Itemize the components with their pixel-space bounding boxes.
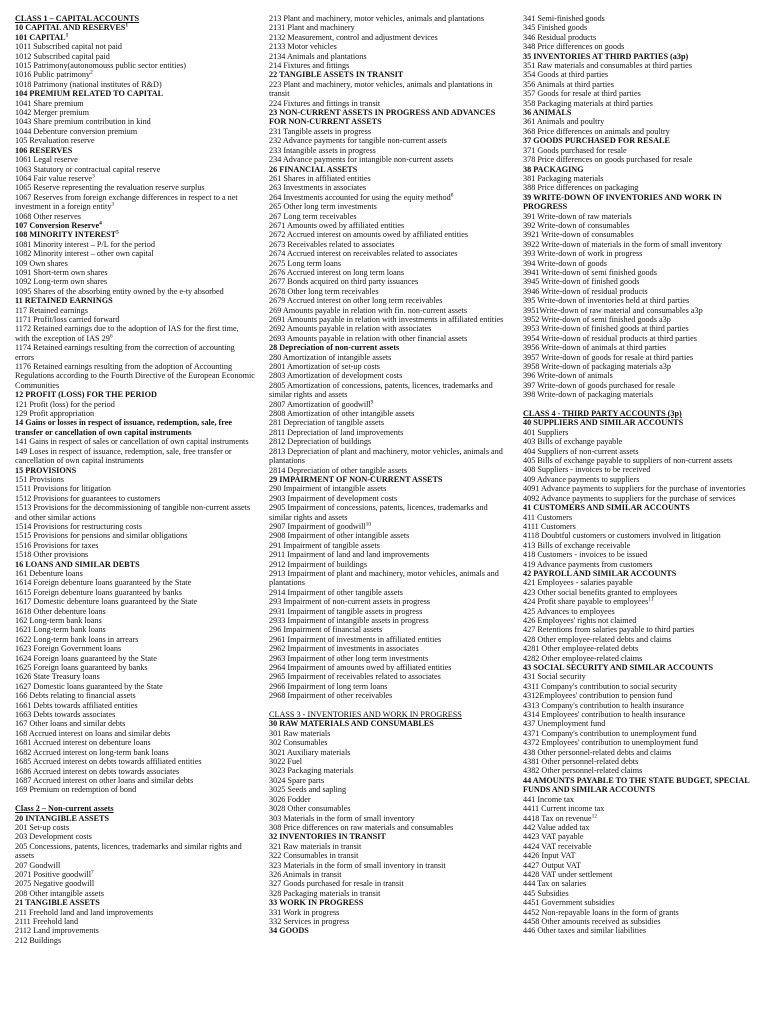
account-heading: 37 GOODS PURCHASED FOR RESALE (523, 136, 670, 146)
account-line: 398 Write-down of packaging materials (523, 390, 654, 400)
account-heading: 29 IMPAIRMENT OF NON-CURRENT ASSETS (269, 474, 443, 484)
account-line: 4281 Other employee-related debts (523, 644, 639, 654)
account-heading: 38 PACKAGING (523, 164, 584, 174)
account-line: 1068 Other reserves (15, 211, 81, 221)
account-line: 3922 Write-down of materials in the form of small inventory (523, 239, 722, 249)
account-line: 391 Write-down of raw materials (523, 211, 632, 221)
account-line: 2672 Accrued interest on amounts owed by affiliated entities (269, 230, 469, 240)
footnote-marker: 11 (648, 596, 654, 603)
account-line: 393 Write-down of work in progress (523, 249, 643, 259)
account-line: 2933 Impairment of intangible assets in progress (269, 616, 429, 625)
spacer (269, 701, 509, 710)
account-heading: 14 Gains or losses in respect of issuance, redemption, sale, free transfer or cancellation of own capital instruments (15, 418, 233, 437)
account-line: 405 Bills of exchange payable to suppliers of non-current assets (523, 456, 733, 466)
account-line: 2677 Bonds acquired on third party issuances (269, 277, 419, 287)
account-line: 1015 Patrimony(autonomouss public sector entities) (15, 61, 187, 71)
account-line: 3958 Write-down of packaging materials a3p (523, 362, 671, 372)
account-line: 4452 Non-repayable loans in the form of grants (523, 907, 679, 917)
account-line: 151 Provisions (15, 474, 64, 484)
account-line: 1518 Other provisions (15, 550, 89, 560)
account-heading: 42 PAYROLL AND SIMILAR ACCOUNTS (523, 568, 677, 578)
account-line: 4411 Current income tax (523, 804, 605, 814)
account-line: 445 Subsidies (523, 888, 569, 898)
account-line: 2903 Impairment of development costs (269, 493, 398, 503)
account-heading: 26 FINANCIAL ASSETS (269, 164, 358, 174)
account-line: 3952 Write-down of semi finished goods a3p (523, 315, 671, 324)
account-line: 1681 Accrued interest on debenture loans (15, 738, 151, 748)
account-heading: CLASS 1 – CAPITAL ACCOUNTS (15, 14, 140, 23)
account-line: 419 Advance payments from customers (523, 559, 653, 569)
account-line: 2134 Animals and plantations (269, 51, 367, 61)
account-line: 4092 Advance payments to suppliers for the purchase of services (523, 493, 736, 503)
account-line: 345 Finished goods (523, 23, 588, 33)
account-heading: 40 SUPPLIERS AND SIMILAR ACCOUNTS (523, 418, 684, 428)
account-line: 3946 Write-down of residual products (523, 286, 648, 296)
account-line: 121 Profit (loss) for the period (15, 399, 115, 409)
account-line: 2111 Freehold land (15, 916, 79, 926)
account-line: 4118 Doubtful customers or customers involved in litigation (523, 531, 721, 541)
account-line: 427 Retentions from salaries payable to third parties (523, 625, 695, 635)
account-line: 418 Customers - invoices to be issued (523, 550, 648, 560)
account-line: 296 Impairment of financial assets (269, 625, 383, 635)
account-line: 3941 Write-down of semi finished goods (523, 267, 657, 277)
account-line: 395 Write-down of inventories held at third parties (523, 296, 690, 306)
account-line: 1621 Long-term bank loans (15, 625, 106, 635)
spacer (15, 795, 255, 804)
column-1 (15, 14, 255, 945)
account-line: 2914 Impairment of other tangible assets (269, 587, 403, 597)
account-line: 2911 Impairment of land and land improvements (269, 550, 430, 560)
account-line: 1623 Foreign Government loans (15, 644, 122, 654)
account-line: 161 Debenture loans (15, 568, 83, 578)
account-line: 2133 Motor vehicles (269, 42, 337, 52)
account-line: 3953 Write-down of finished goods at third parties (523, 324, 689, 334)
account-line: 269 Amounts payable in relation with fin. non-current assets (269, 305, 468, 315)
account-line: 2678 Other long term receivables (269, 286, 379, 296)
account-heading: CLASS 3 - INVENTORIES AND WORK IN PROGRESS (269, 710, 462, 720)
account-line: 4382 Other personnel-related claims (523, 766, 643, 776)
account-line: 1176 Retained earnings resulting from the adoption of Accounting Regulations according to the Fourth Directive of the European Economic Communities (15, 362, 255, 390)
account-heading: CLASS 4 - THIRD PARTY ACCOUNTS (3p) (523, 409, 682, 419)
account-line: 425 Advances to employees (523, 606, 615, 616)
account-heading: 101 CAPITAL$^1$ (15, 32, 69, 42)
account-line: 424 Profit share payable to employees$^{11}$ (523, 596, 654, 607)
account-line: 3022 Fuel (269, 757, 302, 767)
footnote-marker: 1 (125, 22, 129, 29)
account-line: 1514 Provisions for restructuring costs (15, 521, 142, 531)
account-line: 1044 Debenture conversion premium (15, 126, 138, 136)
account-line: 205 Concessions, patents, licences, trademarks and similar rights and assets (15, 841, 242, 861)
account-line: 2132 Measurement, control and adjustment devices (269, 32, 438, 42)
account-line: 1067 Reserves from foreign exchange differences in respect to a net investment in a foreign entity$^3$ (15, 192, 238, 212)
account-line: 348 Price differences on goods (523, 42, 625, 52)
account-line: 4111 Customers (523, 521, 576, 531)
account-line: 1016 Public patrimony$^2$ (15, 69, 93, 80)
account-line: 4311 Company's contribution to social security (523, 681, 678, 691)
account-line: 4312Employees' contribution to pension fund (523, 691, 673, 701)
account-line: 141 Gains in respect of sales or cancellation of own capital instruments (15, 437, 249, 447)
account-line: 303 Materials in the form of small inventory (269, 813, 415, 823)
account-line: 280 Amortization of intangible assets (269, 352, 392, 362)
account-line: 368 Price differences on animals and poultry (523, 126, 670, 136)
account-line: 4314 Employees' contribution to health insurance (523, 710, 686, 720)
account-line: 224 Fixtures and fittings in transit (269, 98, 381, 108)
account-line: 428 Other employee-related debts and claims (523, 634, 672, 644)
account-heading: 16 LOANS AND SIMILAR DEBTS (15, 559, 140, 569)
account-line: 356 Animals at third parties (523, 79, 614, 89)
account-line: 1615 Foreign debenture loans guaranteed by banks (15, 587, 182, 597)
account-line: 1065 Reserve representing the revaluation reserve surplus (15, 183, 205, 193)
account-line: 2961 Impairment of investments in affiliated entities (269, 634, 442, 644)
account-line: 2965 Impairment of receivables related to associates (269, 672, 441, 682)
account-line: 207 Goodwill (15, 860, 61, 870)
account-line: 1043 Share premium contribution in kind (15, 117, 151, 127)
account-line: 1624 Foreign loans guaranteed by the State (15, 653, 157, 663)
account-line: 351 Raw materials and consumables at third parties (523, 61, 692, 71)
account-heading: 41 CUSTOMERS AND SIMILAR ACCOUNTS (523, 503, 690, 513)
account-line: 2811 Depreciation of land improvements (269, 427, 404, 437)
account-line: 3954 Write-down of residual products at third parties (523, 333, 697, 343)
account-line: 4458 Other amounts received as subsidies (523, 916, 661, 926)
footnote-marker: 9 (370, 398, 374, 405)
account-line: 401 Suppliers (523, 427, 569, 437)
account-line: 231 Tangible assets in progress (269, 126, 372, 136)
account-line: 421 Employees - salaries payable (523, 578, 633, 588)
account-heading: 22 TANGIBLE ASSETS IN TRANSIT (269, 70, 404, 80)
account-line: 117 Retained earnings (15, 305, 88, 315)
account-line: 381 Packaging materials (523, 173, 604, 183)
account-line: 4381 Other personnel-related debts (523, 757, 639, 767)
account-line: 4418 Tax on revenue$^{12}$ (523, 812, 598, 823)
account-line: 169 Premium on redemption of bond (15, 785, 137, 795)
account-line: 4313 Company's contribution to health insurance (523, 700, 684, 710)
footnote-marker: 1 (65, 32, 69, 39)
account-line: 3023 Packaging materials (269, 766, 354, 776)
account-line: 281 Depreciation of tangible assets (269, 418, 385, 428)
account-line: 2673 Receivables related to associates (269, 239, 395, 249)
account-heading: 21 TANGIBLE ASSETS (15, 898, 100, 908)
account-line: 1171 Profit/loss carried forward (15, 315, 120, 324)
account-heading: 20 INTANGIBLE ASSETS (15, 813, 110, 823)
account-line: 2963 Impairment of other long term investments (269, 653, 429, 663)
account-line: 1515 Provisions for pensions and similar obligations (15, 531, 188, 541)
account-line: 357 Goods for resale at third parties (523, 89, 641, 99)
account-line: 361 Animals and poultry (523, 117, 605, 127)
account-line: 446 Other taxes and similar liabilities (523, 926, 647, 936)
account-line: 411 Customers (523, 512, 573, 522)
account-line: 413 Bills of exchange receivable (523, 540, 631, 550)
account-line: 261 Shares in affiliated entities (269, 173, 371, 183)
account-line: 4371 Company's contribution to unemployment fund (523, 728, 697, 738)
account-line: 358 Packaging materials at third parties (523, 98, 653, 108)
account-line: 2812 Depreciation of buildings (269, 437, 372, 447)
footnote-marker: 4 (99, 220, 102, 227)
account-line: 331 Work in progress (269, 907, 340, 917)
account-line: 438 Other personnel-related debts and claims (523, 747, 672, 757)
account-line: 394 Write-down of goods (523, 258, 607, 268)
account-line: 2679 Accrued interest on other long term receivables (269, 296, 443, 306)
footnote-marker: 7 (90, 869, 94, 876)
account-line: 2813 Depreciation of plant and machinery, motor vehicles, animals and plantations (269, 446, 503, 466)
account-line: 396 Write-down of animals (523, 371, 613, 381)
account-line: 409 Advance payments to suppliers (523, 474, 640, 484)
account-line: 322 Consumables in transit (269, 851, 359, 861)
account-line: 208 Other intangible assets (15, 888, 104, 898)
account-line: 1081 Minority interest – P/L for the period (15, 239, 155, 249)
account-line: 264 Investments accounted for using the equity method$^8$ (269, 191, 454, 202)
account-line: 105 Revaluation reserve (15, 136, 95, 146)
account-line: 2112 Land improvements (15, 926, 99, 936)
account-line: 291 Impairment of tangible assets (269, 540, 380, 550)
account-line: 301 Raw materials (269, 728, 331, 738)
account-line: 397 Write-down of goods purchased for resale (523, 380, 675, 390)
account-line: 1625 Foreign loans guaranteed by banks (15, 663, 148, 673)
footnote-marker: 5 (116, 229, 119, 236)
account-line: 1513 Provisions for the decommissioning of tangible non-current assets and other similar actions (15, 503, 251, 522)
account-line: 1174 Retained earnings resulting from the correction of accounting errors (15, 343, 235, 362)
account-line: 212 Buildings (15, 935, 62, 945)
account-line: 341 Semi-finished goods (523, 14, 605, 23)
account-line: 1018 Patrimony (national institutes of R&D) (15, 79, 162, 89)
account-heading: 104 PREMIUM RELATED TO CAPITAL (15, 89, 164, 99)
account-line: 2905 Impairment of concessions, patents, licences, trademarks and similar rights and assets (269, 503, 488, 522)
account-heading: 12 PROFIT (LOSS) FOR THE PERIOD (15, 390, 157, 400)
account-line: 1042 Merger premium (15, 108, 89, 118)
account-line: 1011 Subscribed capital not paid (15, 42, 123, 52)
account-line: 203 Development costs (15, 832, 92, 842)
account-line: 4426 Input VAT (523, 851, 576, 861)
account-line: 214 Fixtures and fittings (269, 61, 350, 71)
account-line: 2803 Amortization of development costs (269, 371, 403, 381)
account-line: 3945 Write-down of finished goods (523, 277, 640, 287)
account-line: 233 Intangible assets in progress (269, 145, 376, 155)
account-line: 1614 Foreign debenture loans guaranteed by the State (15, 578, 192, 588)
account-heading: 106 RESERVES (15, 145, 73, 155)
account-line: 1063 Statutory or contractual capital reserve (15, 164, 161, 174)
account-heading: 39 WRITE-DOWN OF INVENTORIES AND WORK IN PROGRESS (523, 192, 722, 212)
account-line: 3956 Write-down of animals at third parties (523, 343, 667, 353)
account-line: 1012 Subscribed capital paid (15, 51, 110, 61)
account-line: 408 Suppliers - invoices to be received (523, 465, 651, 475)
account-line: 2805 Amortization of concessions, patents, licences, trademarks and similar rights and assets (269, 380, 493, 400)
account-line: 2675 Long term loans (269, 258, 342, 268)
account-line: 2966 Impairment of long term loans (269, 681, 388, 691)
footnote-marker: 3 (111, 201, 115, 208)
account-line: 166 Debts relating to financial assets (15, 691, 136, 701)
spacer (523, 400, 761, 409)
account-line: 234 Advance payments for intangible non-current assets (269, 155, 454, 165)
account-line: 2964 Impairment of amounts owed by affiliated entities (269, 663, 452, 673)
account-line: 223 Plant and machinery, motor vehicles, animals and plantations in transit (269, 79, 493, 99)
account-line: 426 Employees' rights not claimed (523, 615, 637, 625)
account-line: 1627 Domestic loans guaranteed by the State (15, 681, 163, 691)
account-line: 2962 Impairment of investments in associates (269, 644, 419, 654)
account-line: 2691 Amounts payable in relation with investments in affiliated entities (269, 315, 504, 324)
account-line: 431 Social security (523, 672, 586, 682)
account-line: 2968 Impairment of other receivables (269, 691, 393, 701)
account-line: 265 Other long term investments (269, 202, 377, 212)
footnote-marker: 2 (90, 69, 93, 76)
account-line: 346 Residual products (523, 32, 597, 42)
account-line: 1082 Minority interest – other own capital (15, 249, 154, 259)
account-line: 1686 Accrued interest on debts towards associates (15, 766, 180, 776)
account-line: 1663 Debts towards associates (15, 710, 116, 720)
account-line: 327 Goods purchased for resale in transit (269, 879, 404, 889)
account-line: 2674 Accrued interest on receivables related to associates (269, 249, 458, 259)
account-line: 437 Unemployment fund (523, 719, 606, 729)
account-line: 129 Profit appropriation (15, 409, 95, 419)
account-line: 321 Raw materials in transit (269, 841, 362, 851)
account-line: 441 Income tax (523, 794, 574, 804)
account-line: 3024 Spare parts (269, 775, 325, 785)
account-line: 2907 Impairment of goodwill$^{10}$ (269, 521, 372, 531)
account-line: 442 Value added tax (523, 822, 590, 832)
account-line: 2814 Depreciation of other tangible assets (269, 465, 408, 475)
account-line: 308 Price differences on raw materials and consumables (269, 822, 454, 832)
account-heading: 108 MINORITY INTEREST$^5$ (15, 229, 119, 240)
account-line: 1091 Short-term own shares (15, 267, 108, 277)
account-heading: 32 INVENTORIES IN TRANSIT (269, 832, 386, 842)
account-line: 1516 Provisions for taxes (15, 540, 99, 550)
account-heading: 43 SOCIAL SECURITY AND SIMILAR ACCOUNTS (523, 663, 714, 673)
account-line: 3957 Write-down of goods for resale at third parties (523, 352, 694, 362)
account-line: 326 Animals in transit (269, 869, 342, 879)
account-heading: 36 ANIMALS (523, 108, 572, 118)
account-line: 404 Suppliers of non-current assets (523, 446, 639, 456)
account-line: 4451 Government subsidies (523, 898, 615, 908)
account-line: 4091 Advance payments to suppliers for the purchase of inventories (523, 484, 746, 494)
account-line: 1061 Legal reserve (15, 155, 78, 165)
account-line: 1095 Shares of the absorbing entity owned by the e-ty absorbed (15, 286, 224, 296)
account-line: 1687 Accrued interest on other loans and similar debts (15, 775, 194, 785)
account-line: 4282 Other employee-related claims (523, 653, 643, 663)
column-2 (269, 14, 509, 936)
account-line: 378 Price differences on goods purchased for resale (523, 155, 693, 165)
account-line: 1617 Domestic debenture loans guaranteed by the State (15, 597, 198, 607)
account-line: 1041 Share premium (15, 98, 84, 108)
account-line: 1661 Debts towards affiliated entities (15, 700, 138, 710)
account-line: 2931 Impairment of tangible assets in progress (269, 606, 423, 616)
account-line: 1682 Accrued interest on long-term bank loans (15, 747, 169, 757)
account-heading: 23 NON-CURRENT ASSETS IN PROGRESS AND ADVANCES FOR NON-CURRENT ASSETS (269, 108, 496, 127)
account-line: 388 Price differences on packaging (523, 183, 639, 193)
footnote-marker: 10 (365, 521, 372, 528)
account-line: 1064 Fair value reserve$^3$ (15, 173, 95, 183)
account-line: 392 Write-down of consumables (523, 220, 630, 230)
account-line: 332 Services in progress (269, 916, 350, 926)
account-heading: 44 AMOUNTS PAYABLE TO THE STATE BUDGET, SPECIAL FUNDS AND SIMILAR ACCOUNTS (523, 775, 750, 795)
account-line: 4428 VAT under settlement (523, 869, 613, 879)
account-line: 3025 Seeds and sapling (269, 785, 347, 795)
account-line: 149 Loses in respect of issuance, redemption, sale, free transfer or cancellation of own capital instruments (15, 446, 232, 466)
account-line: 4427 Output VAT (523, 860, 581, 870)
account-heading: 15 PROVISIONS (15, 465, 77, 475)
account-line: 2912 Impairment of buildings (269, 559, 368, 569)
account-line: 354 Goods at third parties (523, 70, 609, 80)
account-line: 444 Tax on salaries (523, 879, 587, 889)
account-line: 2808 Amortization of other intangible assets (269, 409, 415, 419)
account-heading: Class 2 – Non-current assets (15, 804, 114, 814)
account-line: 1092 Long-term own shares (15, 277, 108, 287)
account-line: 3021 Auxiliary materials (269, 747, 351, 757)
account-line: 2693 Amounts payable in relation with other financial assets (269, 333, 468, 343)
account-line: 3921 Write-down of consumables (523, 230, 634, 240)
account-line: 168 Accrued interest on loans and similar debts (15, 728, 171, 738)
account-heading: 33 WORK IN PROGRESS (269, 898, 364, 908)
account-line: 232 Advance payments for tangible non-current assets (269, 136, 447, 146)
account-line: 371 Goods purchased for resale (523, 145, 627, 155)
account-line: 2671 Amounts owed by affiliated entities (269, 220, 405, 230)
account-heading: 107 Conversion Reserve$^4$ (15, 220, 102, 230)
account-line: 201 Set-up costs (15, 822, 70, 832)
account-heading: 35 INVENTORIES AT THIRD PARTIES (a3p) (523, 51, 689, 61)
account-line: 1511 Provisions for litigation (15, 484, 111, 494)
account-line: 267 Long term receivables (269, 211, 357, 221)
account-line: 162 Long-term bank loans (15, 616, 102, 625)
account-line: 4372 Employees' contribution to unemployment fund (523, 738, 698, 748)
account-line: 213 Plant and machinery, motor vehicles, animals and plantations (269, 14, 485, 23)
account-line: 423 Other social benefits granted to employees (523, 587, 678, 597)
account-line: 4424 VAT receivable (523, 841, 592, 851)
account-line: 211 Freehold land and land improvements (15, 907, 154, 917)
account-line: 2913 Impairment of plant and machinery, motor vehicles, animals and plantations (269, 568, 499, 588)
account-line: 4423 VAT payable (523, 832, 584, 842)
account-line: 2131 Plant and machinery (269, 23, 355, 33)
account-line: 1622 Long-term bank loans in arrears (15, 634, 139, 644)
account-line: 2908 Impairment of other intangible assets (269, 531, 410, 541)
account-line: 2071 Positive goodwill$^7$ (15, 869, 94, 879)
footnote-marker: 6 (109, 333, 113, 340)
account-line: 3028 Other consumables (269, 804, 351, 814)
account-line: 1512 Provisions for guarantees to customers (15, 493, 161, 503)
account-line: 323 Materials in the form of small inventory in transit (269, 860, 446, 870)
account-line: 3026 Fodder (269, 794, 311, 804)
account-line: 2676 Accrued interest on long term loans (269, 267, 405, 277)
column-3 (523, 14, 761, 936)
account-heading: 10 CAPITAL AND RESERVES$^1$ (15, 22, 129, 33)
account-line: 263 Investments in associates (269, 183, 367, 193)
account-heading: 34 GOODS (269, 926, 309, 936)
account-line: 167 Other loans and similar debts (15, 719, 126, 729)
account-heading: 30 RAW MATERIALS AND CONSUMABLES (269, 719, 434, 729)
footnote-marker: 3 (92, 173, 95, 180)
account-line: 2807 Amortization of goodwill$^9$ (269, 398, 374, 409)
account-line: 1618 Other debenture loans (15, 606, 106, 616)
account-line: 109 Own shares (15, 258, 68, 268)
account-line: 2075 Negative goodwill (15, 879, 95, 889)
account-line: 328 Packaging materials in transit (269, 888, 381, 898)
account-line: 2692 Amounts payable in relation with associates (269, 324, 432, 334)
account-heading: 11 RETAINED EARNINGS (15, 296, 113, 306)
account-line: 293 Impairment of non-current assets in progress (269, 597, 430, 607)
footnote-marker: 8 (450, 191, 454, 198)
account-line: 1685 Accrued interest on debts towards affiliated entities (15, 757, 202, 767)
account-line: 3951Write-down of raw material and consumables a3p (523, 305, 703, 315)
account-line: 302 Consumables (269, 738, 328, 748)
account-line: 403 Bills of exchange payable (523, 437, 623, 447)
account-line: 2801 Amortization of set-up costs (269, 362, 380, 372)
account-heading: 28 Depreciation of non-current assets (269, 343, 400, 353)
account-line: 290 Impairment of intangible assets (269, 484, 387, 494)
footnote-marker: 12 (591, 812, 598, 819)
account-line: 1626 State Treasury loans (15, 672, 100, 682)
account-line: 1172 Retained earnings due to the adoption of IAS for the first time, with the exception of IAS $29^6$ (15, 324, 239, 343)
